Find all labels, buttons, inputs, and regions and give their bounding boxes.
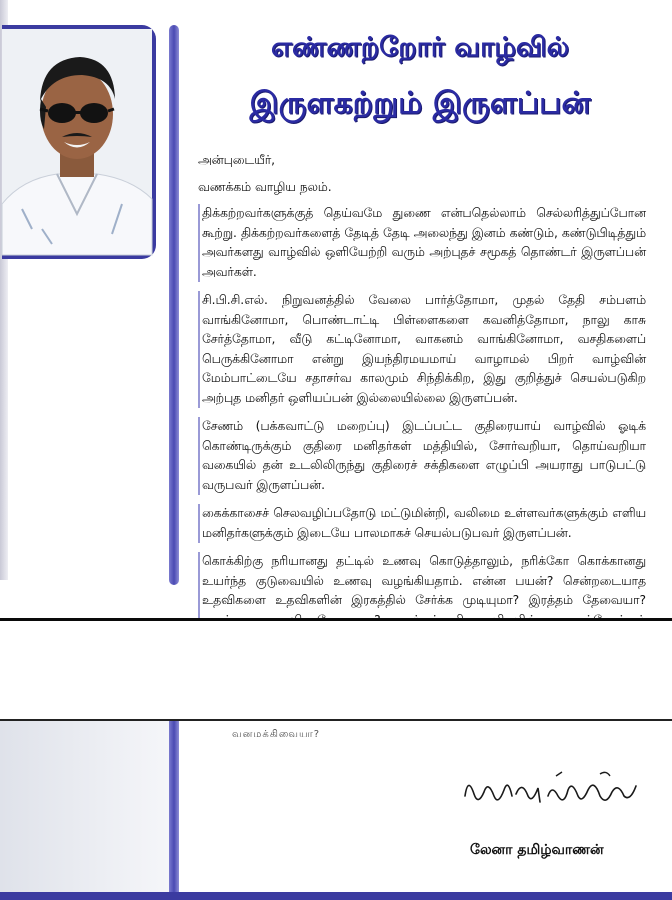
letter-greeting: வணக்கம் வாழிய நலம்.: [198, 179, 332, 194]
page-title-line-2: இருளகற்றும் இருளப்பன்: [249, 86, 591, 121]
portrait-photo-icon: [2, 29, 152, 255]
blank-gap-area: [0, 621, 672, 719]
letter-paragraph-3: சேணம் (பக்கவாட்டு மறைப்பு) இடப்பட்ட குதிரையாய் வாழ்வில் ஓடிக் கொண்டிருக்கும் குதிரை மனிதர்கள் மத்தியில், சோர்வறியா, தொய்வறியா வகையில் தன் உடலிலிருந்து குதிரைச் சக்திகளை எழுப்பி அயராது பாடுபட்டு வருபவர் இருளப்பன்.: [198, 417, 646, 495]
cropped-text-line: வனமக்கிவையா?: [232, 729, 321, 740]
letter-paragraph-2: சி.பி.சி.எல். நிறுவனத்தில் வேலை பார்த்தோமா, முதல் தேதி சம்பளம் வாங்கினோமா, பொண்டாட்டி பிள்ளைகளை கவனித்தோமா, நாலு காசு சேர்த்தோமா, வீடு கட்டினோமா, வாகனம் வாங்கினோமா, வசதிகளைப் பெருக்கினோமா என்று இயந்திரமயமாய் வாழாமல் பிறர் வாழ்வின் மேம்பாட்டையே சதாசர்வ காலமும் சிந்திக்கிற, இது குறித்துச் செயல்படுகிற அற்புத மனிதர் ஒளியப்பன் இல்லையில்லை இருளப்பன்.: [198, 291, 646, 408]
letter-paragraph-4: கைக்காசைச் செலவழிப்பதோடு மட்டுமின்றி, வலிமை உள்ளவர்களுக்கும் எளிய மனிதர்களுக்கும் இடையே பாலமாகச் செயல்படுபவர் இருளப்பன்.: [198, 504, 646, 543]
page-title-line-1: எண்ணற்றோர் வாழ்வில்: [270, 32, 570, 63]
vertical-divider-bar: [169, 25, 179, 585]
bottom-left-margin: [0, 721, 169, 900]
page-bottom-section: [0, 721, 672, 900]
letter-body: [198, 151, 646, 659]
vertical-divider-bar-bottom: [169, 721, 179, 900]
letter-salutation: அன்புடையீர்,: [198, 153, 276, 167]
signature-name: லேனா தமிழ்வாணன்: [470, 842, 604, 858]
bottom-border-rule: [0, 892, 672, 900]
letter-paragraph-1: திக்கற்றவர்களுக்குத் தெய்வமே துணை என்பதெல்லாம் செல்லரித்துப்போன கூற்று. திக்கற்றவர்களைத் தேடித் தேடி அலைந்து இனம் கண்டும், கண்டுபிடித்தும் அவர்களது வாழ்வில் ஒளியேற்றி வரும் அற்புதச் சமூகத் தொண்டர் இருளப்பன் அவர்கள்.: [198, 204, 646, 282]
letter-paragraph-5: கொக்கிற்கு நரியானது தட்டில் உணவு கொடுத்தாலும், நரிக்கோ கொக்கானது உயர்ந்த குடுவையில் உணவு வழங்கியதாம். என்ன பயன்? சென்றடையாத உதவிகளை உதவிகளின் இரகத்தில் சேர்க்க முடியுமா? இரத்தம் தேவையா?: [198, 552, 646, 650]
author-photo-frame: [2, 25, 156, 259]
handwritten-signature-icon: [460, 766, 650, 816]
